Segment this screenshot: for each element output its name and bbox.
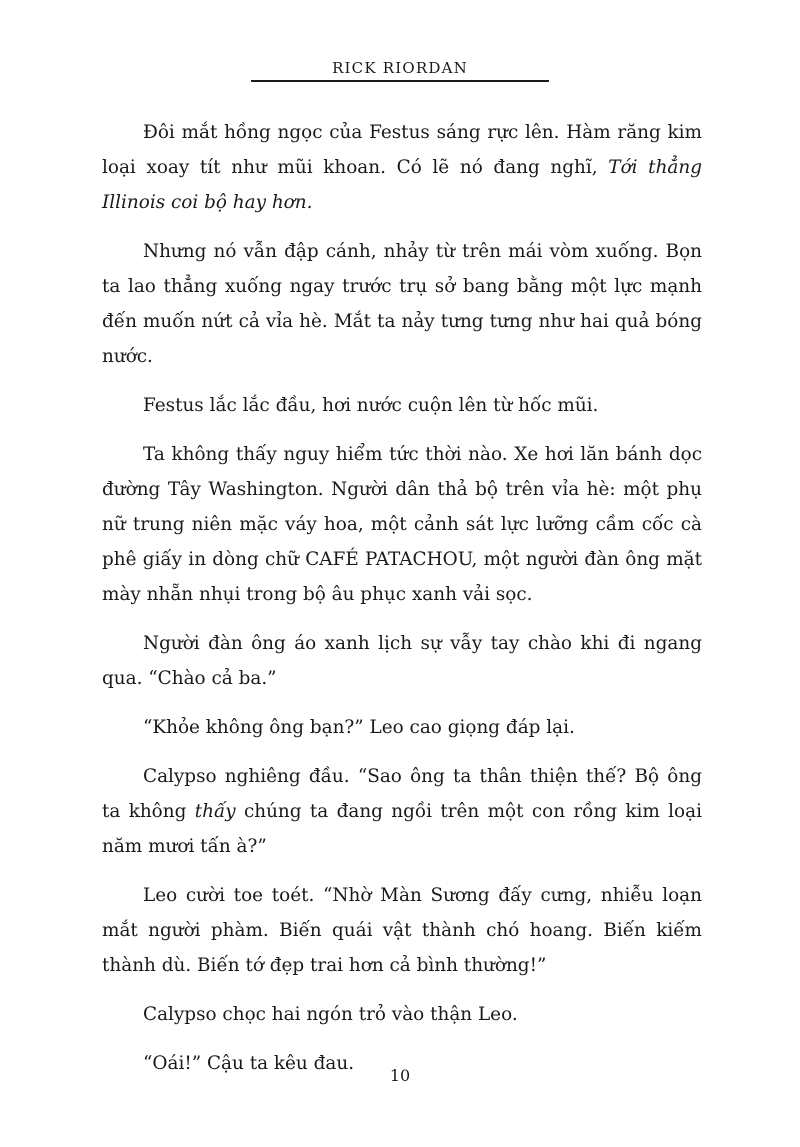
paragraph-text: Calypso nghiêng đầu. “Sao ông ta thân thiện thế? Bộ ông ta không [102,766,702,822]
paragraph-text: Ta không thấy nguy hiểm tức thời nào. Xe hơi lăn bánh dọc đường Tây Washington. Người dân thả bộ trên vỉa hè: một phụ nữ trung niên mặc váy hoa, một cảnh sát lực lưỡng cầm cốc cà phê giấy in dòng chữ CAFÉ PATACHOU, một người đàn ông mặt mày nhẵn nhụi trong bộ âu phục xanh vải sọc. [102,444,702,605]
body-text [102,115,702,1095]
paragraph [102,234,702,374]
paragraph-text: Nhưng nó vẫn đập cánh, nhảy từ trên mái vòm xuống. Bọn ta lao thẳng xuống ngay trước trụ sở bang bằng một lực mạnh đến muốn nứt cả vỉa hè. Mắt ta nảy tưng tưng như hai quả bóng nước. [102,241,702,367]
page-number: 10 [389,1066,411,1085]
paragraph [102,759,702,864]
paragraph-text: Người đàn ông áo xanh lịch sự vẫy tay chào khi đi ngang qua. “Chào cả ba.” [102,633,702,689]
paragraph-text: Đôi mắt hồng ngọc của Festus sáng rực lên. Hàm răng kim loại xoay tít như mũi khoan. Có lẽ nó đang nghĩ, [102,122,702,178]
paragraph [102,437,702,612]
paragraph-text: “Khỏe không ông bạn?” Leo cao giọng đáp lại. [143,717,575,738]
paragraph [102,878,702,983]
paragraph-text-italic: Tới thẳng Illinois coi bộ hay hơn. [102,157,702,213]
paragraph [102,626,702,696]
paragraph [102,115,702,220]
paragraph-text-italic: thấy [194,801,236,822]
paragraph-text: “Oái!” Cậu ta kêu đau. [143,1053,355,1074]
paragraph-text: chúng ta đang ngồi trên một con rồng kim loại năm mươi tấn à?” [102,801,702,857]
paragraph-text: Leo cười toe toét. “Nhờ Màn Sương đấy cưng, nhiễu loạn mắt người phàm. Biến quái vật thành chó hoang. Biến kiếm thành dù. Biến tớ đẹp trai hơn cả bình thường!” [102,885,702,976]
paragraph [102,388,702,423]
paragraph [102,710,702,745]
header-rule [251,80,549,82]
paragraph-text: Festus lắc lắc đầu, hơi nước cuộn lên từ hốc mũi. [143,395,599,416]
running-header [0,58,800,78]
running-header-author: RICK RIORDAN [332,59,468,77]
paragraph-text: Calypso chọc hai ngón trỏ vào thận Leo. [143,1004,518,1025]
paragraph [102,997,702,1032]
